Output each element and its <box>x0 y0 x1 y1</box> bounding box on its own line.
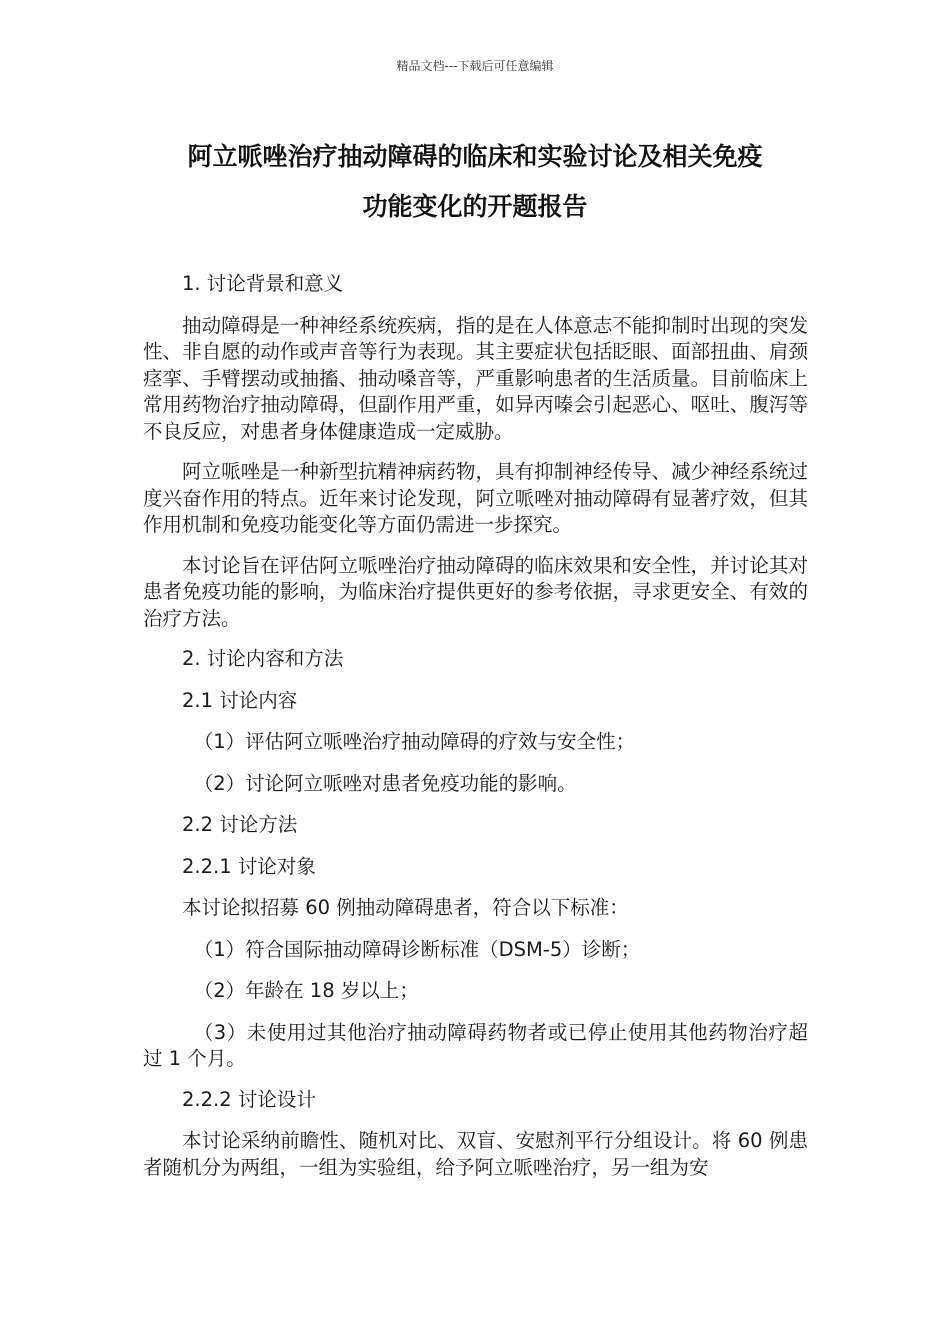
paragraph-criteria-intro: 本讨论拟招募 60 例抽动障碍患者，符合以下标准： <box>182 896 629 919</box>
paragraph-background: 抽动障碍是一种神经系统疾病，指的是在人体意志不能抑制时出现的突发性、非自愿的动作或声音等行为表现。其主要症状包括眨眼、面部扭曲、肩颈痉挛、手臂摆动或抽搐、抽动嗓音等，严重影响患者的生活质量。目前临床上常用药物治疗抽动障碍，但副作用严重，如异丙嗪会引起恶心、呕吐、腹泻等不良反应，对患者身体健康造成一定威胁。 <box>143 313 808 443</box>
list-item: （2）讨论阿立哌唑对患者免疫功能的影响。 <box>193 771 577 795</box>
document-title <box>140 132 810 232</box>
section-heading-1: 1. 讨论背景和意义 <box>182 272 344 295</box>
title-line-1: 阿立哌唑治疗抽动障碍的临床和实验讨论及相关免疫 <box>187 142 763 171</box>
section-heading-2: 2. 讨论内容和方法 <box>182 647 344 670</box>
page-header: 精品文档---下载后可任意编辑 <box>396 59 554 73</box>
document-body <box>143 271 808 1195</box>
list-item: （3）未使用过其他治疗抽动障碍药物者或已停止使用其他药物治疗超过 1 个月。 <box>143 1020 808 1070</box>
section-heading-2-2: 2.2 讨论方法 <box>182 813 298 836</box>
section-heading-2-2-2: 2.2.2 讨论设计 <box>182 1087 316 1111</box>
section-heading-2-1: 2.1 讨论内容 <box>182 688 298 712</box>
title-line-2: 功能变化的开题报告 <box>362 192 588 221</box>
paragraph-design: 本讨论采纳前瞻性、随机对比、双盲、安慰剂平行分组设计。将 60 例患者随机分为两组，一组为实验组，给予阿立哌唑治疗，另一组为安 <box>143 1129 808 1179</box>
paragraph-aim: 本讨论旨在评估阿立哌唑治疗抽动障碍的临床效果和安全性，并讨论其对患者免疫功能的影响，为临床治疗提供更好的参考依据，寻求更安全、有效的治疗方法。 <box>143 553 808 630</box>
section-heading-2-2-1: 2.2.1 讨论对象 <box>182 854 316 878</box>
paragraph-aripiprazole: 阿立哌唑是一种新型抗精神病药物，具有抑制神经传导、减少神经系统过度兴奋作用的特点。近年来讨论发现，阿立哌唑对抽动障碍有显著疗效，但其作用机制和免疫功能变化等方面仍需进一步探究。 <box>143 460 808 536</box>
list-item: （2）年龄在 18 岁以上； <box>193 979 419 1002</box>
list-item: （1）评估阿立哌唑治疗抽动障碍的疗效与安全性； <box>193 730 636 753</box>
list-item: （1）符合国际抽动障碍诊断标准（DSM-5）诊断； <box>193 937 641 961</box>
